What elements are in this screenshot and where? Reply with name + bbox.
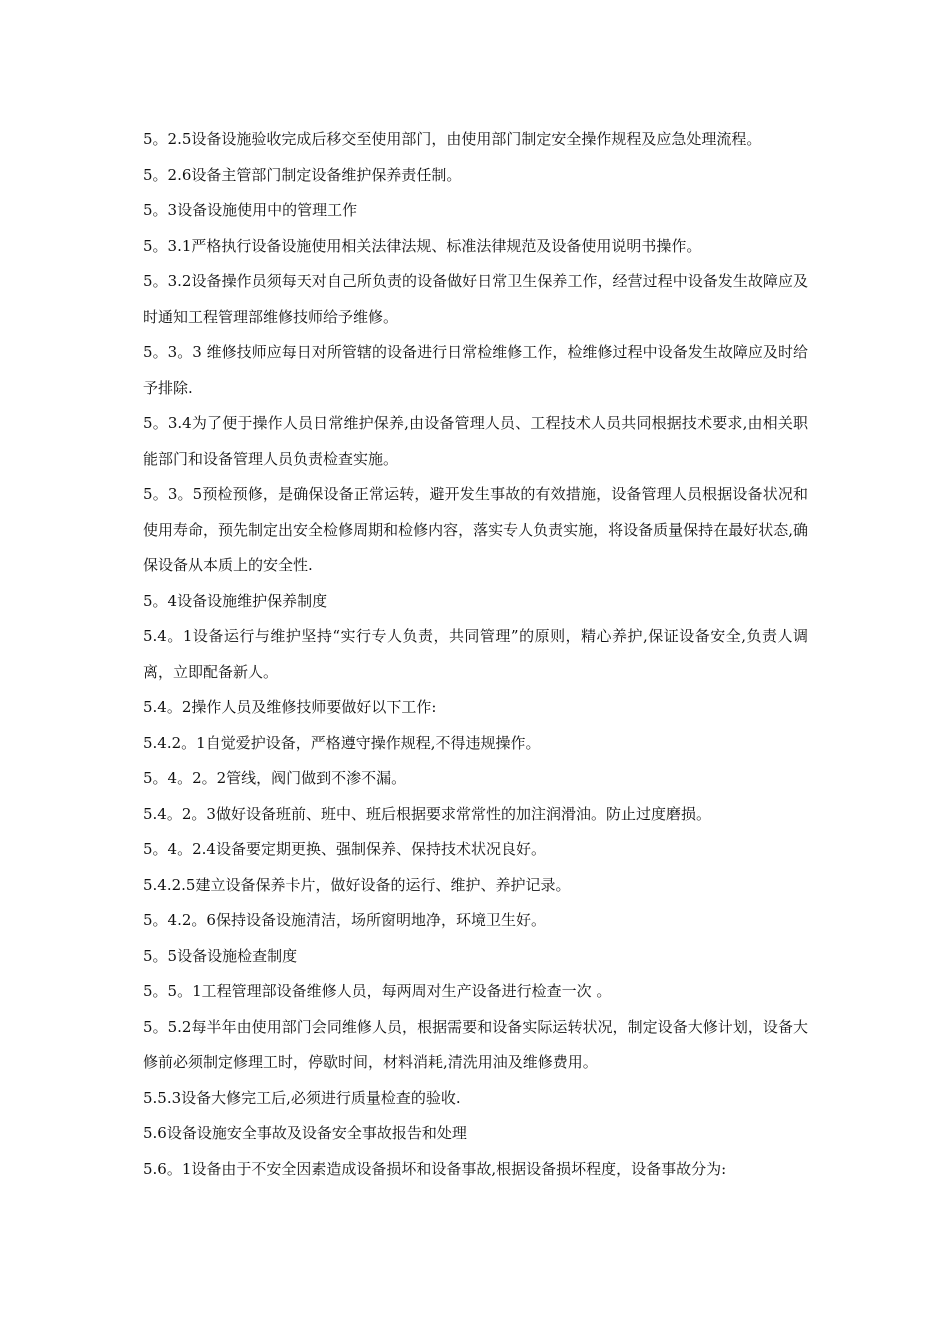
paragraph-5-3-5: 5。3。5预检预修，是确保设备正常运转，避开发生事故的有效措施，设备管理人员根据设备状况和使用寿命，预先制定出安全检修周期和检修内容，落实专人负责实施，将设备质量保持在最好状态,确保设备从本质上的安全性.: [143, 485, 808, 574]
paragraph-5-4-2: 5.4。2操作人员及维修技师要做好以下工作:: [143, 698, 437, 716]
paragraph-5-2-5: 5。2.5设备设施验收完成后移交至使用部门，由使用部门制定安全操作规程及应急处理流程。: [143, 130, 762, 148]
section-heading-5-5: 5。5设备设施检查制度: [143, 946, 298, 965]
paragraph-5-4-2-3: 5.4。2。3做好设备班前、班中、班后根据要求常常性的加注润滑油。防止过度磨损。: [143, 804, 711, 823]
paragraph-5-4-2-6: 5。4.2。6保持设备设施清洁，场所窗明地净，环境卫生好。: [143, 911, 546, 929]
paragraph-5-3-3: 5。3。3 维修技师应每日对所管辖的设备进行日常检维修工作，检维修过程中设备发生故障应及时给予排除.: [143, 343, 808, 397]
paragraph-5-2-6: 5。2.6设备主管部门制定设备维护保养责任制。: [143, 165, 462, 184]
paragraph-5-4-1: 5.4。1设备运行与维护坚持“实行专人负责，共同管理”的原则，精心养护,保证设备安全,负责人调离，立即配备新人。: [143, 627, 808, 681]
paragraph-5-5-2: 5。5.2每半年由使用部门会同维修人员，根据需要和设备实际运转状况，制定设备大修计划，设备大修前必须制定修理工时，停歇时间，材料消耗,清洗用油及维修费用。: [143, 1017, 808, 1071]
paragraph-5-4-2-5: 5.4.2.5建立设备保养卡片，做好设备的运行、维护、养护记录。: [143, 875, 571, 894]
paragraph-5-5-1: 5。5。1工程管理部设备维修人员，每两周对生产设备进行检查一次 。: [143, 982, 612, 1000]
paragraph-5-5-3: 5.5.3设备大修完工后,必须进行质量检查的验收.: [143, 1088, 461, 1107]
paragraph-5-3-4: 5。3.4为了便于操作人员日常维护保养,由设备管理人员、工程技术人员共同根据技术要求,由相关职能部门和设备管理人员负责检查实施。: [143, 414, 808, 468]
section-heading-5-3: 5。3设备设施使用中的管理工作: [143, 201, 358, 219]
document-body: [143, 122, 808, 1187]
paragraph-5-4-2-1: 5.4.2。1自觉爱护设备，严格遵守操作规程,不得违规操作。: [143, 733, 541, 752]
paragraph-5-3-1: 5。3.1严格执行设备设施使用相关法律法规、标准法律规范及设备使用说明书操作。: [143, 236, 702, 255]
paragraph-5-6-1: 5.6。1设备由于不安全因素造成设备损坏和设备事故,根据设备损坏程度，设备事故分为:: [143, 1159, 727, 1178]
paragraph-5-4-2-4: 5。4。2.4设备要定期更换、强制保养、保持技术状况良好。: [143, 840, 546, 858]
paragraph-5-4-2-2: 5。4。2。2管线，阀门做到不渗不漏。: [143, 769, 407, 787]
paragraph-5-3-2: 5。3.2设备操作员须每天对自己所负责的设备做好日常卫生保养工作，经营过程中设备发生故障应及时通知工程管理部维修技师给予维修。: [143, 272, 808, 326]
section-heading-5-4: 5。4设备设施维护保养制度: [143, 591, 328, 610]
section-heading-5-6: 5.6设备设施安全事故及设备安全事故报告和处理: [143, 1124, 467, 1142]
